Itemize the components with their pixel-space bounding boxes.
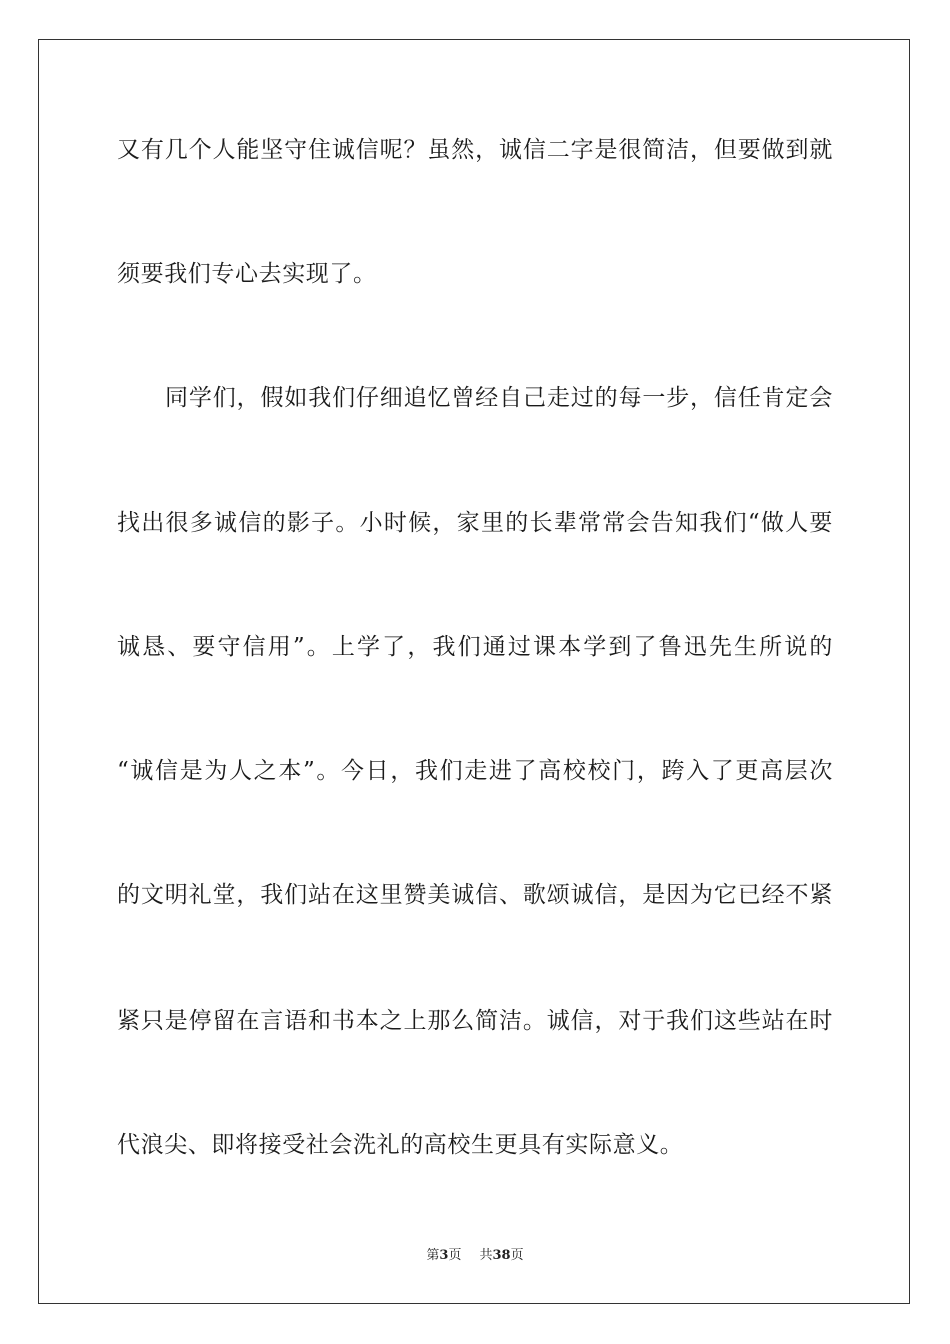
text-line-2: 须要我们专心去实现了。	[117, 261, 377, 287]
footer-total-prefix: 共	[479, 1248, 493, 1263]
footer-total-pages: 38	[492, 1248, 511, 1263]
text-line-3: 同学们，假如我们仔细追忆曾经自己走过的每一步，信任肯定会	[165, 385, 833, 411]
footer-page-suffix: 页	[448, 1248, 462, 1263]
text-line-9: 代浪尖、即将接受社会洗礼的高校生更具有实际意义。	[117, 1132, 684, 1158]
text-line-6: “诚信是为人之本”。今日，我们走进了高校校门，跨入了更高层次	[117, 758, 833, 784]
page-footer	[0, 1247, 950, 1265]
text-line-5: 诚恳、要守信用”。上学了，我们通过课本学到了鲁迅先生所说的	[117, 634, 833, 660]
text-line-4: 找出很多诚信的影子。小时候，家里的长辈常常会告知我们“做人要	[117, 510, 833, 536]
text-line-1: 又有几个人能坚守住诚信呢？虽然，诚信二字是很简洁，但要做到就	[117, 137, 833, 163]
text-line-7: 的文明礼堂，我们站在这里赞美诚信、歌颂诚信，是因为它已经不紧	[117, 882, 833, 908]
footer-total-suffix: 页	[510, 1248, 524, 1263]
text-line-8: 紧只是停留在言语和书本之上那么简洁。诚信，对于我们这些站在时	[117, 1008, 833, 1034]
page-border	[38, 39, 910, 1304]
footer-page-number: 3	[439, 1248, 449, 1263]
footer-page-prefix: 第	[426, 1248, 440, 1263]
